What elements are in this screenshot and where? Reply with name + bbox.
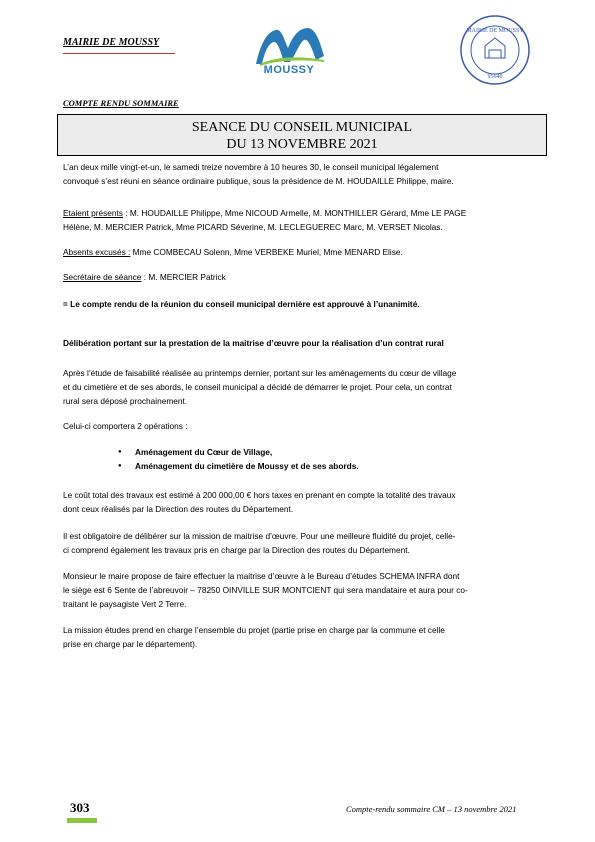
operations-list: [118, 445, 359, 473]
absents-paragraph: Absents excusés : Mme COMBECAU Solenn, Mme VERBEKE Muriel, Mme MENARD Elise.: [63, 247, 403, 257]
intro-paragraph: L’an deux mille vingt-et-un, le samedi treize novembre à 10 heures 30, le conseil municipal légalement convoqué s’est réuni en séance ordinaire publique, sous la présidence de M. HOUDAILLE Philippe, maire.: [63, 162, 454, 187]
footer-text: Compte-rendu sommaire CM – 13 novembre 2021: [346, 804, 517, 814]
seal-stamp-icon: [459, 14, 531, 86]
page-number: 303: [70, 800, 90, 815]
paragraph-etude: Après l’étude de faisabilité réalisée au printemps dernier, portant sur les aménagements du cœur de village et du cimetière et de ses abords, le conseil municipal a décidé de démarrer le projet. Pour cela, un contrat rural sera déposé prochainement.: [63, 368, 457, 407]
seance-title-line2: DU 13 NOVEMBRE 2021: [226, 137, 378, 152]
paragraph-mission: La mission études prend en charge l’ensemble du projet (partie prise en charge par la commune et celle prise en charge par le département).: [63, 625, 445, 650]
svg-text:MAIRIE DE MOUSSY: MAIRIE DE MOUSSY: [466, 28, 524, 34]
list-item: ● Aménagement du Cœur de Village,: [118, 445, 359, 459]
header-divider: [63, 53, 175, 54]
deliberation-title: Délibération portant sur la prestation de la maitrise d’œuvre pour la réalisation d’un contrat rural: [63, 338, 444, 348]
paragraph-obligation: Il est obligatoire de délibérer sur la mission de maitrise d’œuvre. Pour une meilleure fluidité du projet, celle- ci comprend également les travaux pris en charge par la Direction des routes du Département.: [63, 531, 456, 556]
paragraph-operations-intro: Celui-ci comportera 2 opérations :: [63, 421, 188, 431]
moussy-logo: [246, 26, 332, 80]
moussy-logo-text: MOUSSY: [263, 64, 315, 76]
seance-title-line1: SEANCE DU CONSEIL MUNICIPAL: [191, 120, 413, 135]
paragraph-maitrise: Monsieur le maire propose de faire effectuer la maitrise d’œuvre à le Bureau d’études SCHEMA INFRA dont le siège est 6 Sente de l’abreuvoir – 78250 OINVILLE SUR MONTCIENT qui sera mandataire et aura pour co- traitant le paysagiste Vert 2 Terre.: [63, 571, 468, 610]
approval-statement: = Le compte rendu de la réunion du conseil municipal dernière est approuvé à l’unanimité.: [63, 299, 420, 309]
paragraph-cout: Le coût total des travaux est estimé à 200 000,00 € hors taxes en prenant en compte la totalité des travaux dont ceux réalisés par la Direction des routes du Département.: [63, 490, 456, 515]
mairie-seal: [459, 14, 531, 86]
svg-text:95640: 95640: [487, 74, 503, 80]
seance-title-box: [57, 114, 547, 156]
absents-label: Absents excusés :: [63, 247, 131, 257]
secretaire-paragraph: Secrétaire de séance : M. MERCIER Patrick: [63, 272, 226, 282]
secretaire-label: Secrétaire de séance: [63, 272, 142, 282]
page-number-rule: [67, 818, 97, 823]
mairie-header: MAIRIE DE MOUSSY: [63, 37, 160, 48]
moussy-m-icon: [246, 26, 332, 66]
list-item: ● Aménagement du cimetière de Moussy et de ses abords.: [118, 459, 359, 473]
presents-label: Etaient présents: [63, 208, 123, 218]
compte-rendu-title: COMPTE RENDU SOMMAIRE: [63, 98, 179, 108]
presents-paragraph: Etaient présents : M. HOUDAILLE Philippe, Mme NICOUD Armelle, M. MONTHILLER Gérard, Mme LE PAGE Hélène, M. MERCIER Patrick, Mme PICARD Séverine, M. LECLEGUEREC Marc, M. VERSET Nicolas.: [63, 208, 467, 233]
